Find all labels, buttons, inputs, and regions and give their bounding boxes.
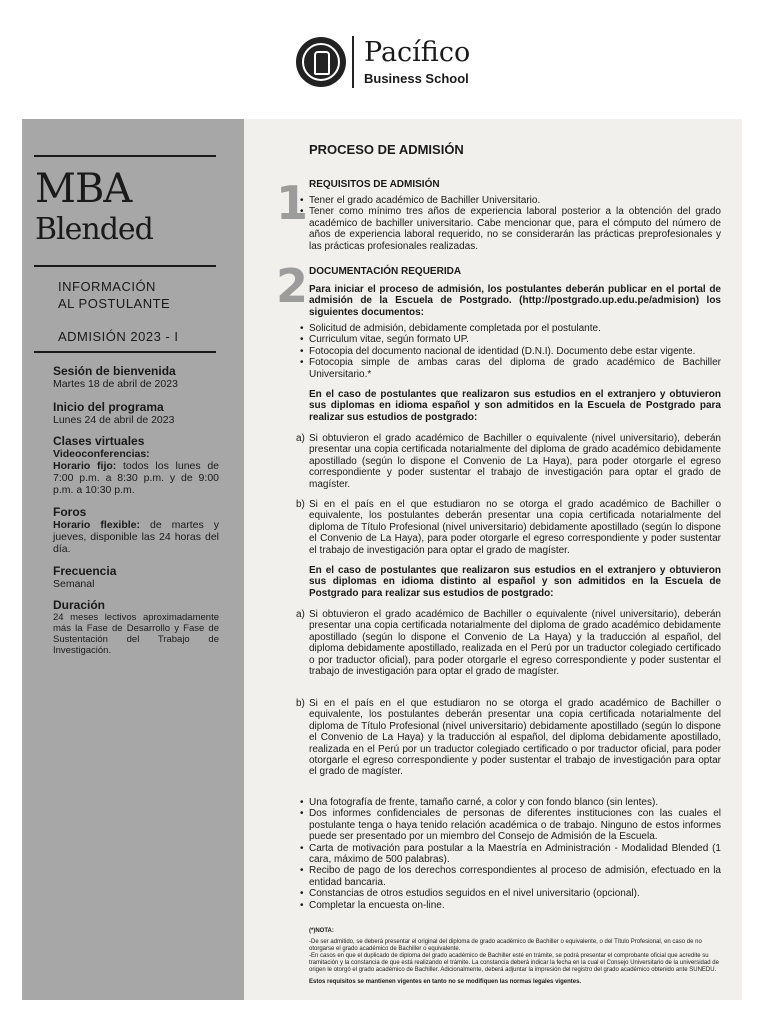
- foreign-other-heading: En el caso de postulantes que realizaron sus estudios en el extranjero y obtuvieron sus diplomas en idioma distinto al español y son admitidos en la Escuela de Postgrado para realizar sus estudios de postgrado:: [309, 565, 721, 599]
- frequency: Frecuencia Semanal: [53, 564, 117, 590]
- section-number-2: 2: [276, 259, 309, 313]
- foreign-other-a: a) Si obtuvieron el grado académico de Bachiller o equivalente (nivel universitario), deberán presentar una copia certificada notarialmente del diploma de grado académico debidamente apostillado (según lo dispone el Convenio de La Haya) y la traducción al español, del diploma debidamente apostillado, realizada en el Perú por un traductor colegiado certificado o por traductor oficial), para poder otorgarle el egreso correspondiente y poder sustentar el trabajo de investigación para optar el grado de magíster.: [296, 609, 721, 678]
- program-subtitle: Blended: [35, 212, 153, 247]
- virtual-classes: Clases virtuales Videoconferencias: Horario fijo: todos los lunes de 7:00 p.m. a 8:30 p.m. y de 9:00 p.m. a 10:30 p.m.: [53, 434, 220, 496]
- program-start: Inicio del programa Lunes 24 de abril de 2023: [53, 400, 175, 426]
- sidebar-rule-bottom: [34, 351, 216, 353]
- foreign-spanish-a: a) Si obtuvieron el grado académico de Bachiller o equivalente (nivel universitario), deberán presentar una copia certificada notarialmente del diploma de grado académico debidamente apostillado (según lo dispone el Convenio de La Haya), para poder otorgarle el egreso correspondiente y poder sustentar el trabajo de investigación para optar el grado de magíster.: [296, 433, 721, 490]
- requirements-list: • Tener el grado académico de Bachiller Universitario. • Tener como mínimo tres años de experiencia laboral posterior a la obtención del grado académico de bachiller universitario. Cabe mencionar que, para el cómputo del número de años de experiencia laboral requerido, no se considerarán las prácticas preprofesionales y las prácticas profesionales realizadas.: [309, 195, 721, 252]
- foreign-spanish-heading: En el caso de postulantes que realizaron sus estudios en el extranjero y obtuvieron sus diplomas en idioma español y son admitidos en la Escuela de Postgrado para realizar sus estudios de postgrado:: [309, 389, 721, 423]
- admission-period: ADMISIÓN 2023 - I: [58, 329, 179, 344]
- logo-divider: [352, 36, 354, 88]
- university-seal-logo: [296, 37, 346, 87]
- footnote: (*)NOTA: -De ser admitido, se deberá presentar el original del diploma de grado académico de Bachiller o equivalente, o del Título Profesional, en caso de no otorgarse el grado académico de Bachiller o equivalente. -En casos en que el duplicado de diploma del grado académico de Bachiller esté en trámite, se podrá presentar el comprobante oficial que acredite su tramitación y la constancia de que está realizando el trámite. La constancia deberá indicar la fecha en la cual el Consejo Universitario de la universidad de origen le otorgó el grado académico de Bachiller. Adicionalmente, deberá adjuntar la impresión del registro del grado académico obtenido ante SUNEDU. Estos requisitos se mantienen vigentes en tanto no se modifiquen las normas legales vigentes.: [309, 928, 719, 985]
- duration: Duración 24 meses lectivos aproximadamente más la Fase de Desarrollo y Fase de Sustentación del Trabajo de Investigación.: [53, 598, 219, 656]
- sidebar-rule-mid: [34, 265, 216, 267]
- section-number-1: 1: [276, 176, 309, 230]
- sidebar-rule-top: [34, 155, 216, 157]
- requirements-heading: REQUISITOS DE ADMISIÓN: [309, 179, 440, 190]
- brand-name: Pacífico: [364, 36, 471, 68]
- foreign-other-b: b) Si en el país en el que estudiaron no se otorga el grado académico de Bachiller o equivalente, los postulantes deberán presentar una copia certificada notarialmente del diploma de Título Profesional (nivel universitario) debidamente apostillado (según lo dispone el Convenio de La Haya) y la traducción al español, del diploma debidamente apostillado, realizada en el Perú por un traductor colegiado certificado o por traductor oficial, para poder otorgarle el egreso correspondiente y poder sustentar el trabajo de investigación para optar el grado de magíster.: [296, 698, 721, 778]
- brand-subtitle: Business School: [364, 70, 469, 86]
- documentation-heading: DOCUMENTACIÓN REQUERIDA: [309, 266, 462, 277]
- documentation-list: • Solicitud de admisión, debidamente completada por el postulante. • Curriculum vitae, según formato UP. • Fotocopia del documento nacional de identidad (D.N.I). Documento debe estar vigente. • Fotocopia simple de ambas caras del diploma de grado académico de Bachiller Universitario.*: [309, 323, 721, 380]
- header-logo: [296, 30, 470, 94]
- welcome-session: Sesión de bienvenida Martes 18 de abril de 2023: [53, 364, 178, 390]
- foreign-spanish-b: b) Si en el país en el que estudiaron no se otorga el grado académico de Bachiller o equivalente, los postulantes deberán presentar una copia certificada notarialmente del diploma de Título Profesional (nivel universitario) debidamente apostillado (según lo dispone el Convenio de La Haya), para poder otorgarle el egreso correspondiente y poder sustentar el trabajo de investigación para optar el grado de magíster.: [296, 499, 721, 556]
- documentation-intro: Para iniciar el proceso de admisión, los postulantes deberán publicar en el portal de admisión de la Escuela de Postgrado. (http://postgrado.up.edu.pe/admision) los siguientes documentos:: [309, 284, 721, 318]
- forums: Foros Horario flexible: de martes y jueves, disponible las 24 horas del día.: [53, 505, 219, 555]
- admission-process-title: PROCESO DE ADMISIÓN: [309, 142, 464, 157]
- additional-documents-list: • Una fotografía de frente, tamaño carné, a color y con fondo blanco (sin lentes). • Dos informes confidenciales de personas de diferentes instituciones con las cuales el postulante tenga o haya tenido relación académica o de trabajo. Ninguno de estos informes puede ser presentado por un miembro del Consejo de Admisión de la Escuela. • Carta de motivación para postular a la Maestría en Administración - Modalidad Blended (1 cara, máximo de 500 palabras). • Recibo de pago de los derechos correspondientes al proceso de admisión, efectuado en la entidad bancaria. • Constancias de otros estudios seguidos en el nivel universitario (opcional). • Completar la encuesta on-line.: [309, 797, 721, 911]
- program-title: MBA: [35, 166, 132, 212]
- info-heading: INFORMACIÓN AL POSTULANTE: [58, 279, 171, 311]
- sidebar-panel: [22, 119, 244, 1000]
